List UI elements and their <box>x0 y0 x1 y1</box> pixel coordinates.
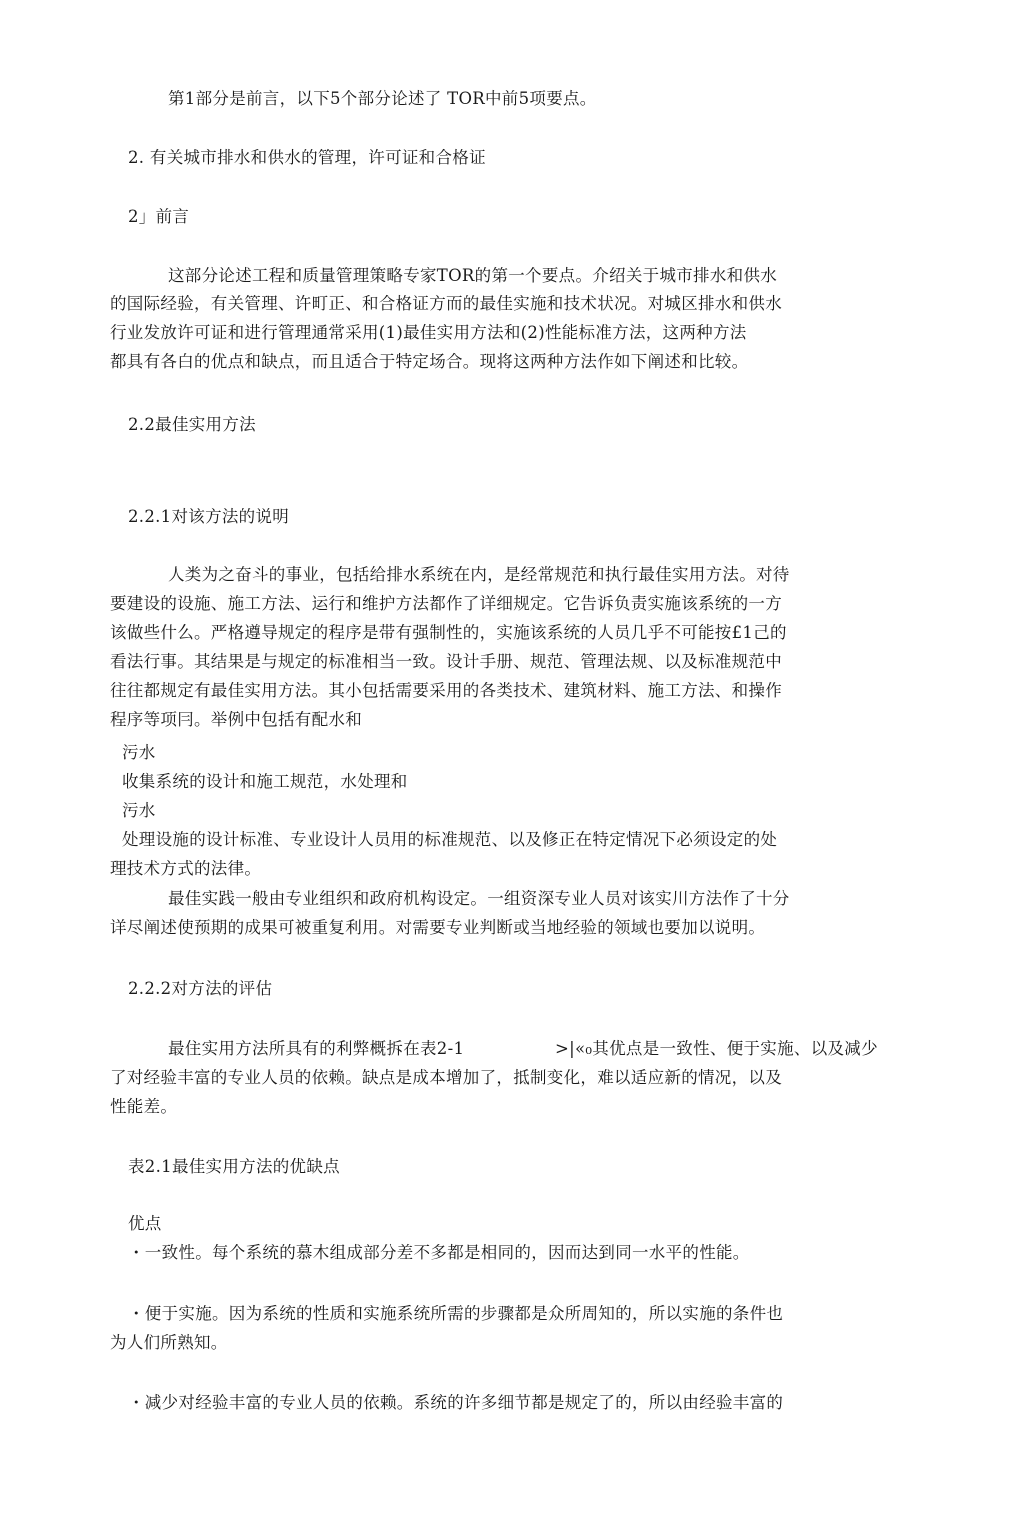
section-heading: 2」前言 <box>128 207 190 226</box>
paragraph-line: 人类为之奋斗的事业，包括给排水系统在内，是经常规范和执行最佳实用方法。对待 <box>168 565 790 584</box>
paragraph-line: 理技术方式的法律。 <box>110 859 262 878</box>
paragraph-line: 详尽阐述使预期的成果可被重复利用。对需要专业判断或当地经验的领域也要加以说明。 <box>110 918 766 937</box>
list-item: ・减少对经验丰富的专业人员的依赖。系统的许多细节都是规定了的，所以由经验丰富的 <box>128 1393 784 1412</box>
paragraph-line: 看法行事。其结果是与规定的标准相当一致。设计手册、规范、管理法规、以及标准规范中 <box>110 652 782 671</box>
intro-line: 第1部分是前言，以下5个部分论述了 TOR中前5项要点。 <box>168 89 597 108</box>
paragraph-line: 的国际经验，有关管理、许町正、和合格证方而的最佳实施和技术状况。对城区排水和供水 <box>110 294 782 313</box>
paragraph-line: 污水 <box>122 801 156 820</box>
list-item: ・一致性。每个系统的慕木组成部分差不多都是相同的，因而达到同一水平的性能。 <box>128 1243 750 1262</box>
paragraph-line-fragment: >|«₀其优点是一致性、便于实施、以及减少 <box>555 1039 878 1058</box>
paragraph-line: 收集系统的设计和施工规范，水处理和 <box>122 772 408 791</box>
paragraph-line: 这部分论述工程和质量管理策略专家TOR的第一个要点。介绍关于城市排水和供水 <box>168 266 778 285</box>
paragraph-line: 程序等项冃。举例中包括有配水和 <box>110 710 362 729</box>
paragraph-line: 最佳实践一般由专业组织和政府机构设定。一组资深专业人员对该实川方法作了十分 <box>168 889 790 908</box>
section-heading: 2.2最佳实用方法 <box>128 415 256 434</box>
section-heading: 2.2.2对方法的评估 <box>128 979 273 998</box>
list-item-continuation: 为人们所熟知。 <box>110 1333 228 1352</box>
paragraph-line: 都具有各白的优点和缺点，而且适合于特定场合。现将这两种方法作如下阐述和比较。 <box>110 352 749 371</box>
list-item: ・便于实施。因为系统的性质和实施系统所需的步骤都是众所周知的，所以实施的条件也 <box>128 1304 784 1323</box>
section-heading: 2.2.1对该方法的说明 <box>128 507 290 526</box>
paragraph-line: 该做些什么。严格遵导规定的程序是带有强制性的，实施该系统的人员几乎不可能按£1己的 <box>110 623 787 642</box>
paragraph-line: 污水 <box>122 743 156 762</box>
section-heading: 2. 有关城市排水和供水的管理，许可证和合格证 <box>128 148 486 167</box>
paragraph-line: 行业发放许可证和进行管理通常采用(1)最佳实用方法和(2)性能标准方法，这两种方法 <box>110 323 747 342</box>
paragraph-line: 处理设施的设计标准、专业设计人员用的标准规范、以及修正在特定情况下必须设定的处 <box>122 830 778 849</box>
paragraph-line: 性能差。 <box>110 1097 178 1116</box>
table-caption: 表2.1最佳实用方法的优缺点 <box>128 1157 340 1176</box>
paragraph-line: 往往都规定有最佳实用方法。其小包括需要采用的各类技术、建筑材料、施工方法、和操作 <box>110 681 782 700</box>
paragraph-line: 最住实用方法所具有的利弊概拆在表2-1 <box>168 1039 465 1058</box>
paragraph-line: 要建设的设施、施工方法、运行和维护方法都作了详细规定。它告诉负责实施该系统的一方 <box>110 594 782 613</box>
list-heading: 优点 <box>128 1214 162 1233</box>
paragraph-line: 了对经验丰富的专业人员的依赖。缺点是成本增加了，抵制变化，难以适应新的情况，以及 <box>110 1068 782 1087</box>
